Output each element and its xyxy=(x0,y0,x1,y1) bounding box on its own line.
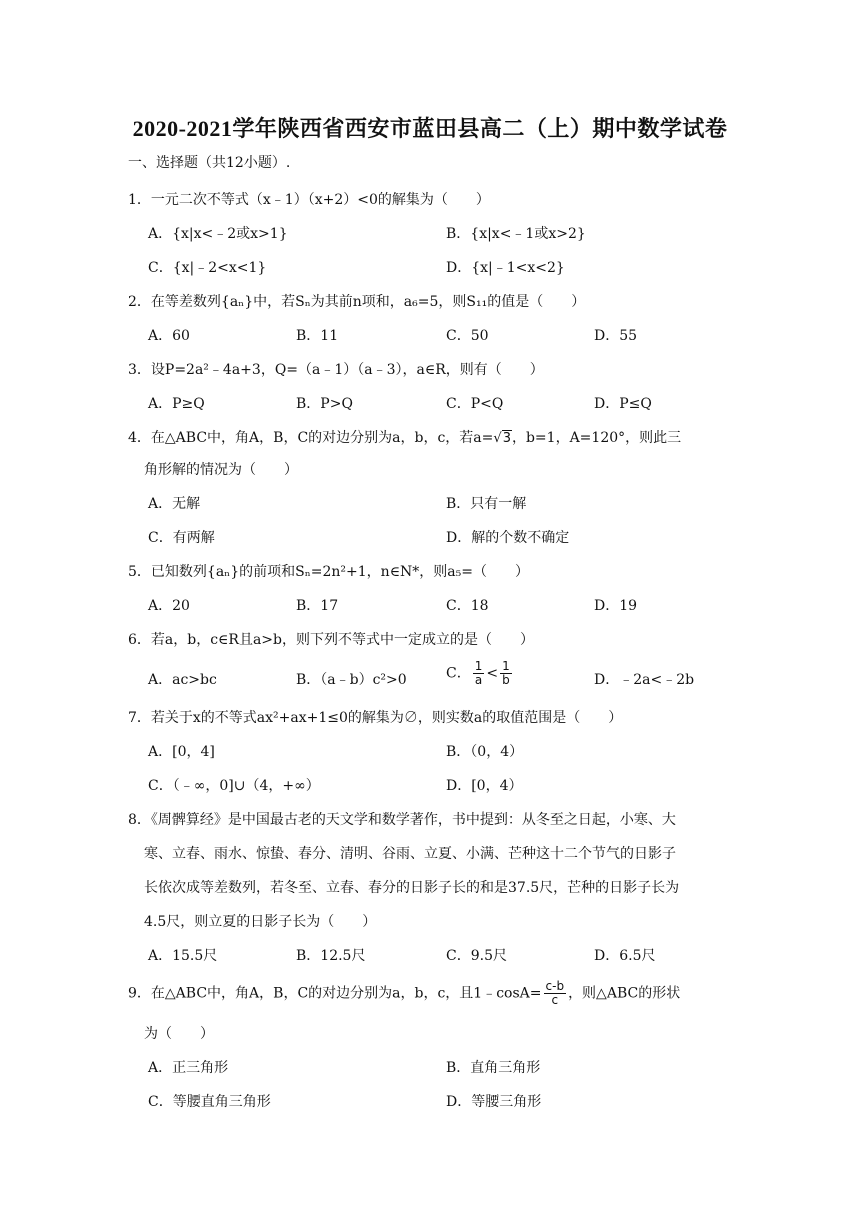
question-9-option-a: A．正三角形 xyxy=(148,1060,229,1076)
fraction-denominator: c xyxy=(551,993,559,1007)
fraction-c-minus-b-over-c xyxy=(544,980,567,1007)
question-5-option-b: B．17 xyxy=(296,598,339,614)
fraction-numerator: 1 xyxy=(502,659,510,673)
question-6-option-a: A．ac>bc xyxy=(148,672,217,688)
question-5-option-c: C．18 xyxy=(446,598,489,614)
question-9-stem-part-a: 9．在△ABC中，角A，B，C的对边分别为a，b，c，且1﹣cosA= xyxy=(128,985,542,1002)
question-5-option-d: D．19 xyxy=(594,598,638,614)
fraction-numerator: c-b xyxy=(545,979,565,993)
question-9-stem-part-b: ，则△ABC的形状 xyxy=(568,985,681,1002)
question-3-stem: 3．设P=2a²﹣4a+3，Q=（a﹣1）（a﹣3），a∈R，则有（ ） xyxy=(128,362,544,378)
question-2-option-c: C．50 xyxy=(446,328,489,344)
question-8-option-b: B．12.5尺 xyxy=(296,948,366,964)
question-6-option-c xyxy=(446,660,514,687)
question-1-option-d: D．{x|﹣1<x<2} xyxy=(446,260,565,276)
less-than-sign: < xyxy=(486,665,499,682)
question-1-option-b: B．{x|x<﹣1或x>2} xyxy=(446,226,586,242)
sqrt-symbol: √3 xyxy=(493,431,511,446)
question-5-option-a: A．20 xyxy=(148,598,190,614)
question-7-option-b: B．（0，4） xyxy=(446,744,524,760)
question-9-stem-continued: 为（ ） xyxy=(144,1026,214,1042)
sqrt-radicand: 3 xyxy=(502,431,511,446)
fraction-1-over-b xyxy=(500,660,512,687)
question-6-option-b: B．（a﹣b）c²>0 xyxy=(296,672,407,688)
section-heading: 一、选择题（共12小题）. xyxy=(128,155,291,171)
question-8-stem-line-4: 4.5尺，则立夏的日影子长为（ ） xyxy=(144,914,377,930)
question-9-stem xyxy=(128,980,680,1007)
exam-title: 2020-2021学年陕西省西安市蓝田县高二（上）期中数学试卷 xyxy=(132,116,728,141)
question-8-stem-line-2: 寒、立春、雨水、惊蛰、春分、清明、谷雨、立夏、小满、芒种这十二个节气的日影子 xyxy=(144,846,676,862)
question-2-option-a: A．60 xyxy=(148,328,190,344)
question-8-option-a: A．15.5尺 xyxy=(148,948,218,964)
question-8-option-c: C．9.5尺 xyxy=(446,948,507,964)
question-3-option-d: D．P≤Q xyxy=(594,396,652,412)
question-5-stem: 5．已知数列{aₙ}的前项和Sₙ=2n²+1，n∈N*，则a₅=（ ） xyxy=(128,564,529,580)
question-3-option-b: B．P>Q xyxy=(296,396,353,412)
fraction-denominator: b xyxy=(502,673,510,687)
question-6-stem: 6．若a，b，c∈R且a>b，则下列不等式中一定成立的是（ ） xyxy=(128,632,534,648)
question-1-option-a: A．{x|x<﹣2或x>1} xyxy=(148,226,288,242)
question-9-option-b: B．直角三角形 xyxy=(446,1060,541,1076)
question-1-stem: 1．一元二次不等式（x﹣1）（x+2）<0的解集为（ ） xyxy=(128,192,490,208)
question-2-option-b: B．11 xyxy=(296,328,339,344)
fraction-1-over-a xyxy=(473,660,485,687)
question-2-stem: 2．在等差数列{aₙ}中，若Sₙ为其前n项和，a₆=5，则S₁₁的值是（ ） xyxy=(128,294,586,310)
question-7-option-d: D．[0，4） xyxy=(446,778,523,794)
question-4-option-b: B．只有一解 xyxy=(446,496,527,512)
question-4-stem-part-a: 4．在△ABC中，角A，B，C的对边分别为a，b，c，若a= xyxy=(128,430,494,446)
question-4-option-c: C．有两解 xyxy=(148,530,215,546)
question-4-stem-part-b: ，b=1，A=120°，则此三 xyxy=(511,430,682,446)
question-7-option-c: C．（﹣∞，0]∪（4，+∞） xyxy=(148,778,320,794)
question-1-option-c: C．{x|﹣2<x<1} xyxy=(148,260,267,276)
question-8-stem-line-3: 长依次成等差数列，若冬至、立春、春分的日影子长的和是37.5尺，芒种的日影子长为 xyxy=(144,880,680,896)
fraction-denominator: a xyxy=(474,673,483,687)
question-7-stem: 7．若关于x的不等式ax²+ax+1≤0的解集为∅，则实数a的取值范围是（ ） xyxy=(128,710,623,726)
question-7-option-a: A．[0，4] xyxy=(148,744,215,760)
question-6-option-d: D．﹣2a<﹣2b xyxy=(594,672,695,688)
question-6-option-c-label: C． xyxy=(446,665,471,682)
question-4-stem xyxy=(128,428,681,449)
question-3-option-c: C．P<Q xyxy=(446,396,504,412)
question-3-option-a: A．P≥Q xyxy=(148,396,205,412)
question-4-option-d: D．解的个数不确定 xyxy=(446,530,570,546)
question-8-stem-line-1: 8．《周髀算经》是中国最古老的天文学和数学著作，书中提到：从冬至之日起，小寒、大 xyxy=(128,812,676,828)
question-4-stem-continued: 角形解的情况为（ ） xyxy=(144,462,298,478)
question-9-option-c: C．等腰直角三角形 xyxy=(148,1094,271,1110)
question-2-option-d: D．55 xyxy=(594,328,638,344)
question-4-option-a: A．无解 xyxy=(148,496,201,512)
fraction-numerator: 1 xyxy=(474,659,483,673)
question-9-option-d: D．等腰三角形 xyxy=(446,1094,542,1110)
question-8-option-d: D．6.5尺 xyxy=(594,948,656,964)
